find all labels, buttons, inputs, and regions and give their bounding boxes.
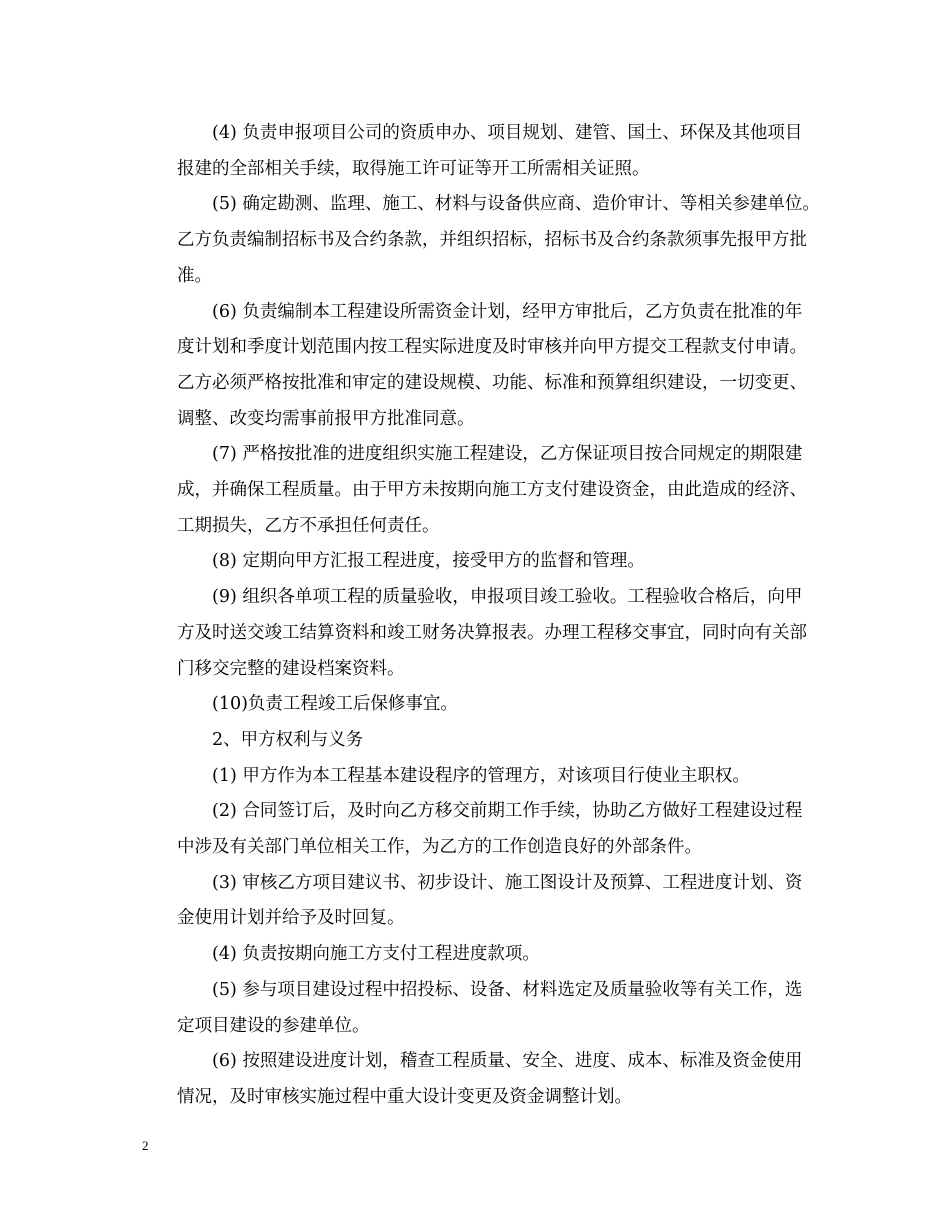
- text-line: (10)负责工程竣工后保修事宜。: [212, 694, 458, 715]
- text-line: (6) 按照建设进度计划，稽查工程质量、安全、进度、成本、标准及资金使用: [212, 1051, 803, 1072]
- text-line: 报建的全部相关手续，取得施工许可证等开工所需相关证照。: [177, 158, 650, 179]
- text-line: 金使用计划并给予及时回复。: [177, 908, 405, 929]
- body-text: [142, 116, 822, 1116]
- text-line: (8) 定期向甲方汇报工程进度，接受甲方的监督和管理。: [212, 551, 645, 572]
- page-number: 2: [142, 1138, 149, 1153]
- text-line: (1) 甲方作为本工程基本建设程序的管理方，对该项目行使业主职权。: [212, 765, 750, 786]
- text-line: 准。: [177, 265, 212, 286]
- text-line: 门移交完整的建设档案资料。: [177, 658, 405, 679]
- text-line: 情况，及时审核实施过程中重大设计变更及资金调整计划。: [177, 1086, 632, 1107]
- text-line: 工期损失，乙方不承担任何责任。: [177, 515, 440, 536]
- text-line: (5) 参与项目建设过程中招投标、设备、材料选定及质量验收等有关工作，选: [212, 979, 803, 1000]
- text-line: 乙方负责编制招标书及合约条款，并组织招标，招标书及合约条款须事先报甲方批: [177, 230, 807, 251]
- text-line: (3) 审核乙方项目建议书、初步设计、施工图设计及预算、工程进度计划、资: [212, 872, 803, 893]
- text-line: (9) 组织各单项工程的质量验收，申报项目竣工验收。工程验收合格后，向甲: [212, 587, 803, 608]
- text-line: 中涉及有关部门单位相关工作，为乙方的工作创造良好的外部条件。: [177, 837, 702, 858]
- text-line: (4) 负责按期向施工方支付工程进度款项。: [212, 944, 540, 965]
- text-line: (2) 合同签订后，及时向乙方移交前期工作手续，协助乙方做好工程建设过程: [212, 801, 803, 822]
- text-line: (6) 负责编制本工程建设所需资金计划，经甲方审批后，乙方负责在批准的年: [212, 301, 803, 322]
- text-line: 度计划和季度计划范围内按工程实际进度及时审核并向甲方提交工程款支付申请。: [177, 337, 807, 358]
- text-line: (7) 严格按批准的进度组织实施工程建设，乙方保证项目按合同规定的期限建: [212, 444, 803, 465]
- text-line: 调整、改变均需事前报甲方批准同意。: [177, 408, 475, 429]
- text-line: (4) 负责申报项目公司的资质申办、项目规划、建管、国土、环保及其他项目: [212, 123, 803, 143]
- text-line: (5) 确定勘测、监理、施工、材料与设备供应商、造价审计、等相关参建单位。: [212, 194, 820, 215]
- document-body: [142, 116, 822, 1116]
- text-line: 乙方必须严格按批准和审定的建设规模、功能、标准和预算组织建设，一切变更、: [177, 372, 807, 393]
- text-line: 定项目建设的参建单位。: [177, 1015, 370, 1036]
- text-line: 方及时送交竣工结算资料和竣工财务决算报表。办理工程移交事宜，同时向有关部: [177, 622, 807, 643]
- section-heading: 2、甲方权利与义务: [212, 729, 364, 750]
- text-line: 成，并确保工程质量。由于甲方未按期向施工方支付建设资金，由此造成的经济、: [177, 480, 807, 501]
